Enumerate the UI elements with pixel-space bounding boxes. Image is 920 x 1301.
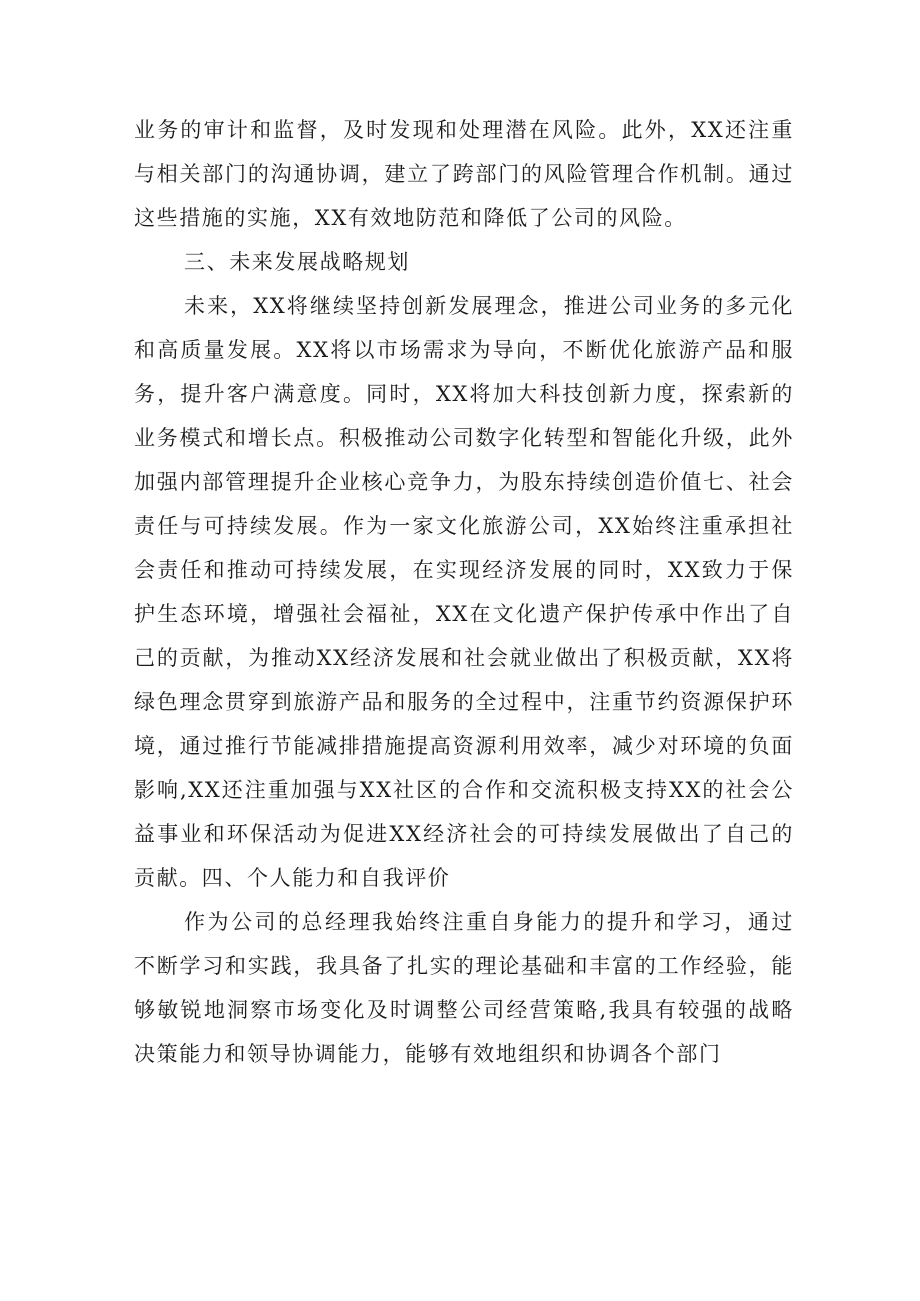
paragraph-risk-management: 业务的审计和监督，及时发现和处理潜在风险。此外，XX还注重与相关部门的沟通协调，建立了跨部门的风险管理合作机制。通过这些措施的实施，XX有效地防范和降低了公司的风险。 bbox=[134, 118, 794, 230]
paragraph-future-development: 未来，XX将继续坚持创新发展理念，推进公司业务的多元化和高质量发展。XX将以市场需求为导向，不断优化旅游产品和服务，提升客户满意度。同时，XX将加大科技创新力度，探索新的业务模式和增长点。积极推动公司数字化转型和智能化升级，此外加强内部管理提升企业核心竞争力，为股东持续创造价值七、社会责任与可持续发展。作为一家文化旅游公司，XX始终注重承担社会责任和推动可持续发展，在实现经济发展的同时，XX致力于保护生态环境，增强社会福祉，XX在文化遗产保护传承中作出了自己的贡献，为推动XX经济发展和社会就业做出了积极贡献，XX将绿色理念贯穿到旅游产品和服务的全过程中，注重节约资源保护环境，通过推行节能减排措施提高资源利用效率，减少对环境的负面影响,XX还注重加强与XX社区的合作和交流积极支持XX的社会公益事业和环保活动为促进XX经济社会的可持续发展做出了自己的贡献。四、个人能力和自我评价 bbox=[134, 294, 794, 890]
paragraph-self-evaluation: 作为公司的总经理我始终注重自身能力的提升和学习，通过不断学习和实践，我具备了扎实的理论基础和丰富的工作经验，能够敏锐地洞察市场变化及时调整公司经营策略,我具有较强的战略决策能力和领导协调能力，能够有效地组织和协调各个部门 bbox=[134, 910, 794, 1066]
section-heading-future-strategy: 三、未来发展战略规划 bbox=[184, 250, 410, 274]
document-body bbox=[134, 108, 794, 1076]
